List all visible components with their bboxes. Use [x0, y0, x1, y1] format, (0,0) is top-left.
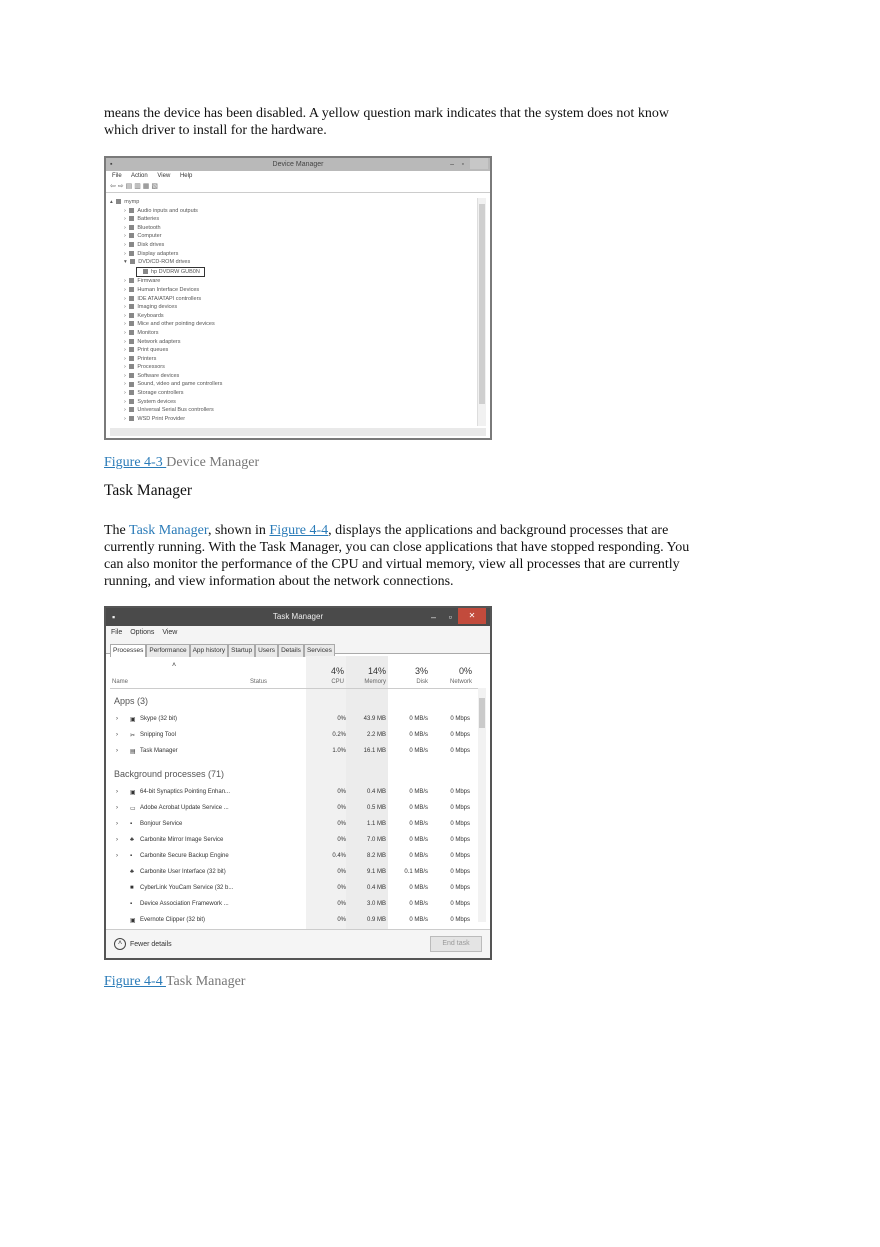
menu-bar — [106, 626, 490, 639]
disk-value: 0 MB/s — [409, 853, 428, 859]
audio-icon — [129, 208, 134, 213]
grid-icon[interactable]: ▦ — [142, 183, 152, 190]
service-icon: ▪ — [130, 901, 133, 907]
back-icon[interactable]: ⇦ — [110, 183, 116, 190]
cpu-value: 0% — [337, 917, 346, 923]
tree-item[interactable]: › Universal Serial Bus controllers — [124, 407, 214, 414]
wsd-icon — [129, 416, 134, 421]
device-manager-screenshot — [104, 156, 492, 440]
table-row[interactable] — [110, 881, 480, 897]
scroll-thumb[interactable] — [479, 698, 485, 728]
expand-icon[interactable]: › — [116, 805, 118, 811]
display-icon — [129, 251, 134, 256]
disk-value: 0 MB/s — [409, 901, 428, 907]
app-icon: ▪ — [112, 612, 116, 622]
column-name[interactable]: Name — [112, 679, 129, 685]
dvd-drive-icon — [143, 269, 148, 274]
tree-root[interactable]: ▴ mymp — [110, 199, 140, 205]
table-row[interactable] — [110, 897, 480, 913]
memory-percent: 14% — [367, 666, 386, 676]
cpu-value: 0.2% — [332, 732, 346, 738]
expand-icon[interactable]: › — [116, 748, 118, 754]
task-manager-link[interactable]: Task Manager — [129, 523, 208, 538]
usb-icon — [129, 407, 134, 412]
expand-icon[interactable]: › — [116, 837, 118, 843]
disk-value: 0 MB/s — [409, 748, 428, 754]
column-network[interactable]: Network — [449, 679, 472, 685]
disk-value: 0 MB/s — [409, 805, 428, 811]
apps-group-heading: Apps (3) — [114, 696, 149, 706]
memory-value: 16.1 MB — [363, 748, 386, 754]
maximize-icon[interactable]: ▫ — [448, 612, 452, 622]
figure-link[interactable]: Figure 4-3 — [104, 455, 167, 470]
table-row[interactable] — [110, 913, 480, 929]
disk-value: 0 MB/s — [409, 821, 428, 827]
process-name: Evernote Clipper (32 bit) — [140, 917, 206, 923]
cpu-value: 1.0% — [332, 748, 346, 754]
disk-icon — [129, 242, 134, 247]
table-row[interactable] — [110, 833, 480, 849]
app-icon: ▪ — [110, 161, 113, 168]
window-title: Task Manager — [272, 612, 324, 621]
tree-item[interactable]: › Audio inputs and outputs — [124, 207, 198, 214]
service-icon: ▪ — [130, 821, 133, 827]
intro-paragraph — [104, 105, 724, 139]
tree-item[interactable]: › Software devices — [124, 372, 180, 379]
column-cpu[interactable]: CPU — [331, 679, 344, 685]
tree-item[interactable]: › Human Interface Devices — [124, 286, 200, 293]
caption-text: Task Manager — [165, 974, 246, 989]
tree-item[interactable]: › WSD Print Provider — [124, 415, 186, 422]
evernote-icon: ▣ — [130, 918, 136, 924]
cpu-value: 0.4% — [332, 853, 346, 859]
tree-item[interactable]: › Bluetooth — [124, 224, 161, 231]
menu-file[interactable]: File — [111, 629, 123, 636]
monitor-icon — [129, 330, 134, 335]
network-value: 0 Mbps — [450, 732, 470, 738]
service-icon: ▪ — [130, 853, 133, 859]
tree-item[interactable]: › Storage controllers — [124, 390, 184, 397]
printer-icon — [129, 356, 134, 361]
disk-value: 0 MB/s — [409, 885, 428, 891]
menu-view[interactable]: View — [157, 173, 171, 179]
section-heading: Task Manager — [104, 482, 193, 499]
disk-value: 0 MB/s — [409, 716, 428, 722]
body-line: currently running. With the Task Manager, you can close applications that have stopped responding. You — [104, 540, 690, 555]
process-name: Task Manager — [140, 748, 178, 754]
tab-bar — [106, 639, 490, 654]
network-value: 0 Mbps — [450, 917, 470, 923]
disk-percent: 3% — [414, 666, 428, 676]
processor-icon — [129, 364, 134, 369]
table-row[interactable] — [110, 865, 480, 881]
tree-item[interactable]: › Print queues — [124, 347, 169, 354]
disk-value: 0 MB/s — [409, 789, 428, 795]
table-row[interactable] — [110, 785, 480, 801]
intro-line: which driver to install for the hardware. — [104, 123, 327, 138]
close-icon[interactable]: ✕ — [458, 608, 486, 624]
expand-icon[interactable]: › — [116, 853, 118, 859]
task-manager-titlebar — [106, 608, 490, 626]
memory-value: 3.0 MB — [366, 901, 386, 907]
table-row[interactable] — [110, 849, 480, 865]
chevron-up-icon: ˄ — [114, 938, 126, 950]
tree-item[interactable]: › IDE ATA/ATAPI controllers — [124, 295, 202, 302]
tree-item[interactable]: › Mice and other pointing devices — [124, 321, 215, 328]
tab-performance[interactable]: Performance — [146, 644, 189, 657]
fewer-details-label: Fewer details — [130, 940, 172, 948]
table-row[interactable] — [110, 817, 480, 833]
table-row[interactable] — [110, 744, 480, 760]
memory-value: 0.5 MB — [366, 805, 386, 811]
menu-bar — [106, 171, 490, 181]
tree-item[interactable]: › Computer — [124, 233, 162, 240]
tab-details[interactable]: Details — [278, 644, 304, 657]
process-name: Carbonite User Interface (32 bit) — [140, 869, 226, 875]
tree-item[interactable]: › Imaging devices — [124, 304, 178, 311]
tab-app-history[interactable]: App history — [190, 644, 229, 657]
table-header — [110, 660, 480, 689]
background-group-heading: Background processes (71) — [114, 769, 225, 779]
network-value: 0 Mbps — [450, 748, 470, 754]
network-value: 0 Mbps — [450, 789, 470, 795]
system-icon — [129, 399, 134, 404]
process-name: Carbonite Mirror Image Service — [140, 837, 224, 843]
snipping-tool-icon: ✂ — [130, 733, 136, 739]
cpu-value: 0% — [337, 821, 346, 827]
help-icon[interactable]: ▥ — [134, 183, 143, 190]
figure-caption — [104, 974, 245, 990]
table-row[interactable] — [110, 728, 480, 744]
figure-link[interactable]: Figure 4-4 — [104, 974, 166, 989]
carbonite-icon: ♣ — [130, 869, 134, 875]
tree-item[interactable]: › Sound, video and game controllers — [124, 381, 223, 388]
process-name: CyberLink YouCam Service (32 b... — [140, 885, 234, 891]
forward-icon[interactable]: ⇨ — [117, 183, 124, 190]
computer-icon — [129, 233, 134, 238]
cpu-percent: 4% — [330, 666, 344, 676]
column-status[interactable]: Status — [250, 679, 268, 685]
memory-value: 1.1 MB — [366, 821, 386, 827]
cpu-value: 0% — [337, 837, 346, 843]
tree-item[interactable]: › Keyboards — [124, 312, 164, 319]
tree-item[interactable]: › Display adapters — [124, 250, 179, 257]
network-value: 0 Mbps — [450, 885, 470, 891]
carbonite-icon: ♣ — [130, 837, 134, 843]
device-tree — [110, 198, 480, 423]
network-value: 0 Mbps — [450, 821, 470, 827]
tree-item[interactable]: › Processors — [124, 364, 165, 371]
device-manager-titlebar — [106, 158, 490, 171]
disk-value: 0 MB/s — [409, 837, 428, 843]
caption-text: Device Manager — [166, 455, 260, 470]
expand-icon[interactable]: › — [116, 732, 118, 738]
tree-item[interactable]: ▾ DVD/CD-ROM drives — [124, 259, 191, 266]
disk-value: 0 MB/s — [409, 732, 428, 738]
tree-item[interactable]: › System devices — [124, 398, 176, 405]
dvd-icon — [130, 259, 135, 264]
memory-value: 9.1 MB — [366, 869, 386, 875]
figure-caption — [104, 455, 259, 471]
minimize-icon[interactable]: – — [430, 612, 436, 622]
memory-value: 0.9 MB — [366, 917, 386, 923]
figure-link[interactable]: Figure 4-4 — [269, 523, 329, 538]
menu-action[interactable]: Action — [131, 173, 148, 179]
memory-value: 2.2 MB — [366, 732, 386, 738]
network-value: 0 Mbps — [450, 716, 470, 722]
menu-view[interactable]: View — [162, 629, 178, 636]
mouse-icon — [129, 321, 134, 326]
battery-icon — [129, 216, 134, 221]
skype-icon: ▣ — [130, 717, 136, 723]
memory-value: 8.2 MB — [366, 853, 386, 859]
sound-icon — [129, 382, 134, 387]
memory-value: 0.4 MB — [366, 885, 386, 891]
horizontal-scrollbar[interactable] — [110, 428, 486, 436]
tab-services[interactable]: Services — [304, 644, 335, 657]
tree-item[interactable]: › Firmware — [124, 278, 161, 285]
firmware-icon — [129, 278, 134, 283]
network-percent: 0% — [458, 666, 472, 676]
bluetooth-icon — [129, 225, 134, 230]
scroll-thumb[interactable] — [479, 204, 485, 404]
storage-icon — [129, 390, 134, 395]
monitor-icon[interactable]: ▧ — [151, 183, 158, 190]
table-row[interactable] — [110, 801, 480, 817]
network-value: 0 Mbps — [450, 901, 470, 907]
cpu-value: 0% — [337, 805, 346, 811]
tab-startup[interactable]: Startup — [228, 644, 255, 657]
memory-value: 43.9 MB — [363, 716, 386, 722]
disk-value: 0 MB/s — [409, 917, 428, 923]
menu-options[interactable]: Options — [130, 629, 155, 636]
body-line: can also monitor the performance of the CPU and virtual memory, view all processes that are currently — [104, 557, 680, 572]
tree-item[interactable]: › Batteries — [124, 216, 160, 223]
task-manager-footer — [106, 929, 490, 958]
process-name: Skype (32 bit) — [140, 716, 178, 722]
expand-icon[interactable]: › — [116, 716, 118, 722]
vertical-scrollbar[interactable] — [477, 198, 486, 426]
column-memory[interactable]: Memory — [364, 679, 386, 685]
keyboard-icon — [129, 313, 134, 318]
process-name: Device Association Framework ... — [140, 901, 229, 907]
minimize-icon[interactable]: – — [450, 161, 454, 168]
memory-value: 7.0 MB — [366, 837, 386, 843]
menu-help[interactable]: Help — [179, 173, 193, 179]
tab-processes[interactable]: Processes — [110, 644, 146, 657]
software-icon — [129, 373, 134, 378]
tree-item-selected[interactable]: hp DVDRW GUB0N — [110, 267, 480, 278]
cpu-value: 0% — [337, 901, 346, 907]
tree-item[interactable]: › Network adapters — [124, 338, 181, 345]
body-paragraph — [104, 522, 724, 590]
network-icon — [129, 339, 134, 344]
close-icon[interactable] — [470, 158, 488, 169]
network-value: 0 Mbps — [450, 805, 470, 811]
process-name: 64-bit Synaptics Pointing Enhan... — [140, 789, 231, 795]
cpu-value: 0% — [337, 716, 346, 722]
toolbar — [106, 181, 490, 193]
process-name: Bonjour Service — [140, 821, 183, 827]
fewer-details-button[interactable] — [114, 938, 172, 950]
menu-file[interactable]: File — [112, 173, 122, 179]
process-name: Snipping Tool — [140, 732, 176, 738]
expand-icon[interactable]: › — [116, 821, 118, 827]
synaptics-icon: ▣ — [130, 790, 136, 796]
disk-value: 0.1 MB/s — [404, 869, 428, 875]
properties-icon[interactable]: ▤ — [125, 183, 135, 190]
maximize-icon[interactable]: ▫ — [461, 161, 464, 168]
tree-item[interactable]: › Printers — [124, 355, 157, 362]
body-line: The Task Manager, shown in Figure 4-4, displays the applications and background processes that are — [104, 523, 669, 538]
cpu-value: 0% — [337, 789, 346, 795]
network-value: 0 Mbps — [450, 869, 470, 875]
window-title: Device Manager — [272, 161, 324, 168]
tree-item[interactable]: › Disk drives — [124, 241, 165, 248]
cpu-value: 0% — [337, 885, 346, 891]
process-table — [110, 656, 480, 930]
cyberlink-icon: ■ — [130, 885, 134, 891]
computer-icon — [116, 199, 121, 204]
process-name: Carbonite Secure Backup Engine — [140, 853, 229, 859]
hid-icon — [129, 287, 134, 292]
intro-line: means the device has been disabled. A yellow question mark indicates that the system does not know — [104, 106, 669, 121]
sort-arrow-icon: ˄ — [172, 662, 177, 669]
task-manager-screenshot — [104, 606, 492, 960]
vertical-scrollbar[interactable] — [478, 688, 486, 922]
column-disk[interactable]: Disk — [416, 679, 428, 685]
print-queue-icon — [129, 347, 134, 352]
cpu-value: 0% — [337, 869, 346, 875]
process-name: Adobe Acrobat Update Service ... — [140, 805, 229, 811]
camera-icon — [129, 304, 134, 309]
window-icon: ▭ — [130, 806, 136, 812]
tree-item[interactable]: › Monitors — [124, 329, 159, 336]
tab-users[interactable]: Users — [255, 644, 278, 657]
task-manager-icon: ▤ — [130, 749, 136, 755]
end-task-button[interactable]: End task — [430, 936, 482, 952]
network-value: 0 Mbps — [450, 837, 470, 843]
memory-value: 0.4 MB — [366, 789, 386, 795]
table-row[interactable] — [110, 712, 480, 728]
ide-icon — [129, 296, 134, 301]
body-line: running, and view information about the network connections. — [104, 574, 454, 589]
network-value: 0 Mbps — [450, 853, 470, 859]
expand-icon[interactable]: › — [116, 789, 118, 795]
